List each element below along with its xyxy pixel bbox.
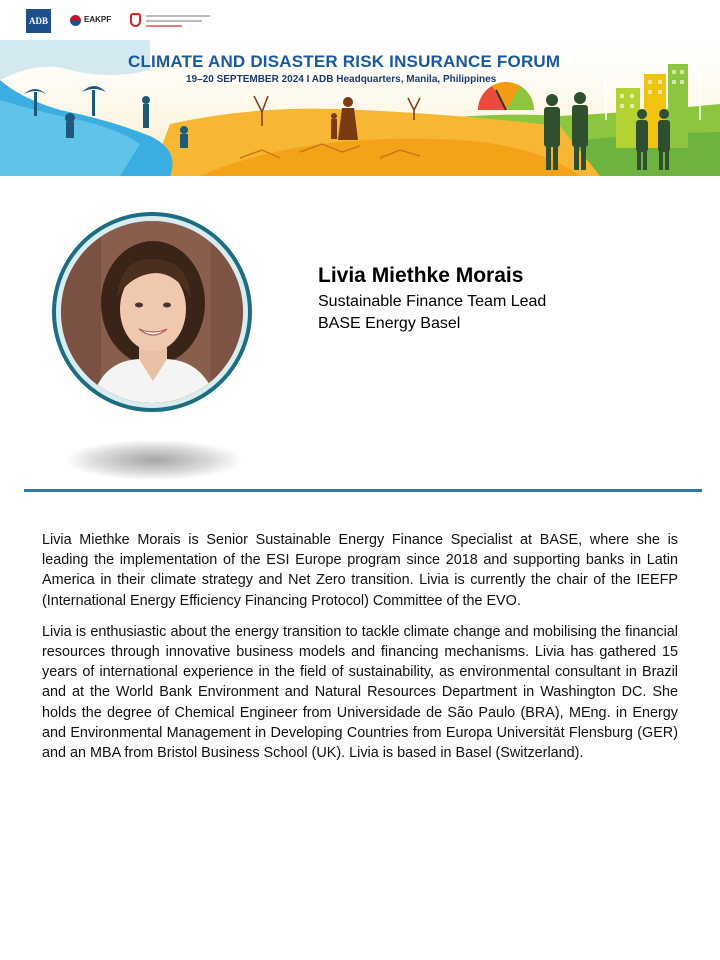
portrait-photo-icon (61, 221, 243, 403)
logo-text-line (146, 20, 202, 22)
speaker-organization: BASE Energy Basel (318, 315, 461, 332)
profile-photo-frame (52, 212, 252, 412)
logo-strip (0, 0, 720, 40)
eakpf-logo-text: EAKPF (84, 15, 112, 24)
forum-banner (0, 40, 720, 176)
banner-title: CLIMATE AND DISASTER RISK INSURANCE FORUM (128, 52, 561, 71)
photo-border (56, 216, 248, 408)
taegeuk-icon (70, 15, 81, 26)
speaker-role: Sustainable Finance Team Lead (318, 293, 547, 310)
lion-crest-icon (130, 13, 141, 27)
banner-subtitle: 19–20 SEPTEMBER 2024 I ADB Headquarters, Manila, Philippines (186, 74, 497, 85)
bio-paragraph: Livia Miethke Morais is Senior Sustainable Energy Finance Specialist at BASE, where she is leading the implementation of the ESI Europe program since 2018 and supporting banks in Latin America in their climate strategy and Net Zero transition. Livia is currently the chair of the IEEFP (International Energy Efficiency Financing Protocol) Committee of the EVO. (42, 532, 678, 609)
speaker-bio (42, 530, 678, 774)
bio-paragraph: Livia is enthusiastic about the energy transition to tackle climate change and mobilising the financial resources through innovative business models and financing mechanisms. Livia has gathered 15 years of international experience in the field of sustainability, as environmental consultant in Brazil and at the World Bank Environment and Natural Resources Department in Washington DC. She holds the degree of Chemical Engineer from Universidade de São Paulo (BRA), MEng. in Energy and Environmental Management in Developing Countries from Europa Universität Flensburg (GER) and an MBA from Bristol Business School (UK). Livia is based in Basel (Switzerland). (42, 623, 678, 762)
logo-text-line (146, 15, 210, 17)
speaker-name: Livia Miethke Morais (318, 264, 524, 287)
portrait-illustration (61, 221, 243, 403)
adb-logo: ADB (26, 9, 51, 33)
photo-shadow (66, 440, 242, 480)
section-divider (24, 489, 702, 492)
logo-text-line (146, 25, 182, 27)
